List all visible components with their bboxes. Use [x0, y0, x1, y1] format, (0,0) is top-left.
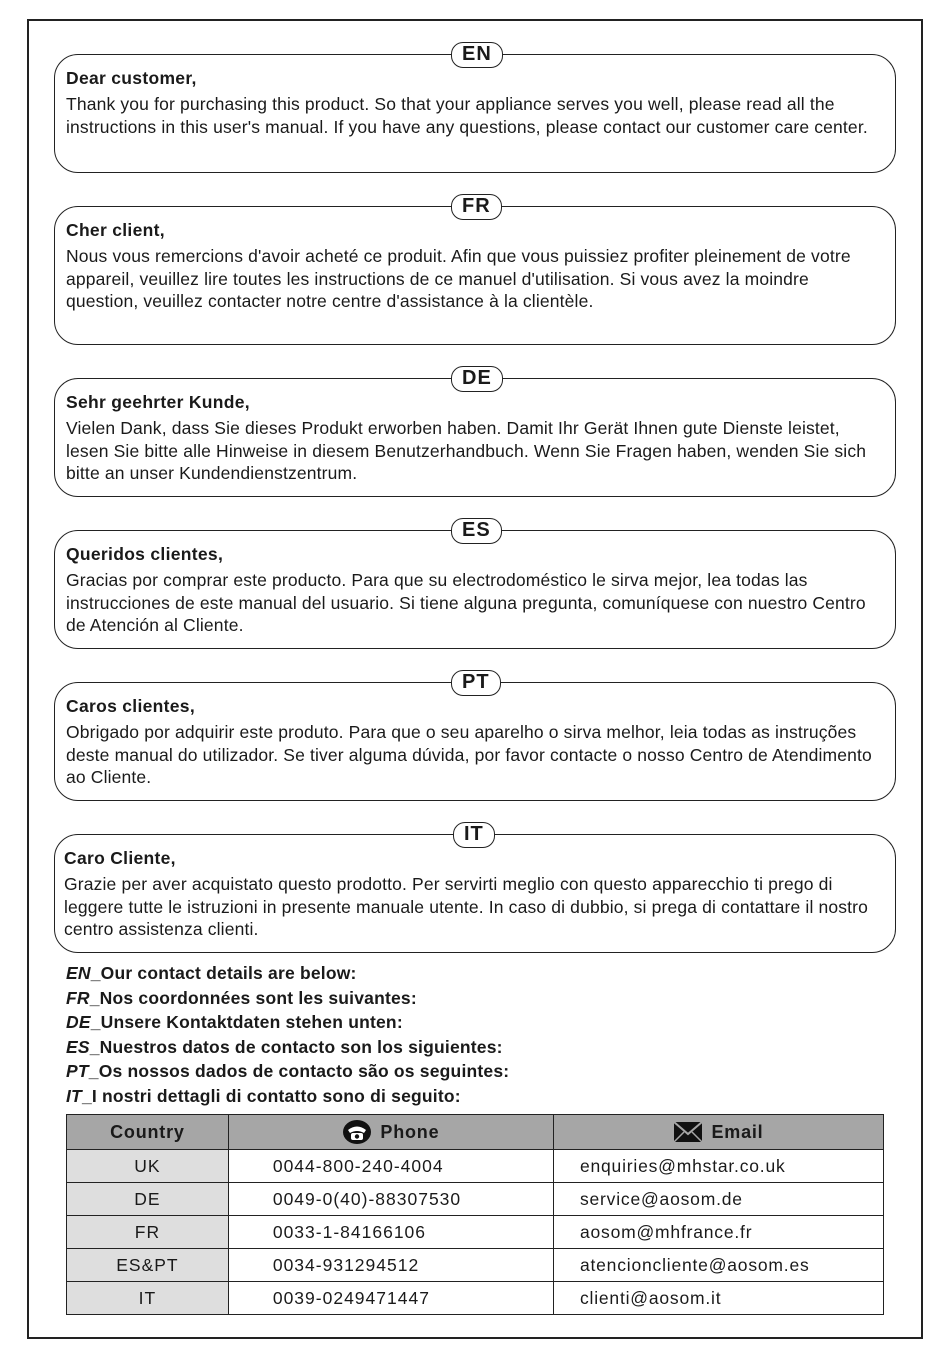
- contact-line: IT_I nostri dettagli di contatto sono di seguito:: [66, 1085, 461, 1106]
- section-text: Grazie per aver acquistato questo prodotto. Per servirti meglio con questo apparecchio ti prego di leggere tutte le istruzioni in presente manuale utente. In caso di dubbio, si prega di contattare il nostro centro assistenza clienti.: [64, 874, 869, 939]
- section-text: Vielen Dank, dass Sie dieses Produkt erworben haben. Damit Ihr Gerät Ihnen gute Dienste leistet, lesen Sie bitte alle Hinweise in diesem Benutzerhandbuch. Wenn Sie Fragen haben, wenden Sie sich bitte an unser Kundendienstzentrum.: [66, 418, 867, 483]
- email-cell[interactable]: enquiries@mhstar.co.uk: [553, 1150, 883, 1183]
- email-header: [553, 1115, 883, 1150]
- section-es: [54, 519, 896, 649]
- section-de: [54, 367, 896, 497]
- phone-cell: 0033-1-84166106: [228, 1216, 553, 1249]
- language-tag: PT: [451, 670, 501, 696]
- phone-cell: 0034-931294512: [228, 1249, 553, 1282]
- greeting: Queridos clientes,: [66, 544, 224, 564]
- email-cell[interactable]: service@aosom.de: [553, 1183, 883, 1216]
- telephone-icon: [342, 1119, 372, 1145]
- section-it: [54, 823, 896, 953]
- contact-line: FR_Nos coordonnées sont les suivantes:: [66, 987, 417, 1008]
- phone-cell: 0039-0249471447: [228, 1282, 553, 1315]
- table-row: [67, 1282, 884, 1315]
- country-cell: DE: [67, 1183, 229, 1216]
- section-text: Thank you for purchasing this product. So that your appliance serves you well, please read all the instructions in this user's manual. If you have any questions, please contact our customer care center.: [66, 94, 868, 137]
- greeting: Cher client,: [66, 220, 165, 240]
- email-cell[interactable]: atencioncliente@aosom.es: [553, 1249, 883, 1282]
- email-header-label: Email: [711, 1121, 764, 1142]
- section-text: Nous vous remercions d'avoir acheté ce produit. Afin que vous puissiez profiter pleinement de votre appareil, veuillez lire toutes les instructions de ce manuel d'utilisation. Si vous avez la moindre question, veuillez contacter notre centre d'assistance à la clientèle.: [66, 246, 851, 311]
- table-row: [67, 1249, 884, 1282]
- table-row: [67, 1150, 884, 1183]
- greeting: Sehr geehrter Kunde,: [66, 392, 250, 412]
- phone-cell: 0044-800-240-4004: [228, 1150, 553, 1183]
- envelope-icon: [673, 1120, 703, 1144]
- email-cell[interactable]: aosom@mhfrance.fr: [553, 1216, 883, 1249]
- contact-table: [66, 1114, 884, 1315]
- section-text: Gracias por comprar este producto. Para que su electrodoméstico le sirva mejor, lea todas las instrucciones de este manual del usuario. Si tiene alguna pregunta, comuníquese con nuestro Centro de Atención al Cliente.: [66, 570, 866, 635]
- greeting: Caro Cliente,: [64, 848, 176, 868]
- section-pt: [54, 671, 896, 801]
- country-cell: IT: [67, 1282, 229, 1315]
- contact-line: PT_Os nossos dados de contacto são os seguintes:: [66, 1061, 510, 1082]
- contact-intro: [66, 961, 509, 1109]
- contact-line: ES_Nuestros datos de contacto son los siguientes:: [66, 1036, 503, 1057]
- section-text: Obrigado por adquirir este produto. Para que o seu aparelho o sirva melhor, leia todas as instruções deste manual do utilizador. Se tiver alguma dúvida, por favor contacte o nosso Centro de Atendimento ao Cliente.: [66, 722, 872, 787]
- country-cell: FR: [67, 1216, 229, 1249]
- table-header-row: [67, 1115, 884, 1150]
- phone-header: [228, 1115, 553, 1150]
- language-tag: FR: [451, 194, 502, 220]
- phone-header-label: Phone: [380, 1121, 440, 1142]
- section-en: [54, 43, 896, 173]
- country-cell: ES&PT: [67, 1249, 229, 1282]
- greeting: Caros clientes,: [66, 696, 195, 716]
- table-row: [67, 1216, 884, 1249]
- language-tag: EN: [451, 42, 503, 68]
- language-tag: ES: [451, 518, 502, 544]
- country-cell: UK: [67, 1150, 229, 1183]
- email-cell[interactable]: clienti@aosom.it: [553, 1282, 883, 1315]
- language-tag: DE: [451, 366, 503, 392]
- contact-line: EN_Our contact details are below:: [66, 963, 357, 983]
- greeting: Dear customer,: [66, 68, 197, 88]
- contact-line: DE_Unsere Kontaktdaten stehen unten:: [66, 1012, 403, 1033]
- table-row: [67, 1183, 884, 1216]
- country-header: Country: [67, 1115, 229, 1150]
- language-tag: IT: [453, 822, 495, 848]
- section-fr: [54, 195, 896, 345]
- phone-cell: 0049-0(40)-88307530: [228, 1183, 553, 1216]
